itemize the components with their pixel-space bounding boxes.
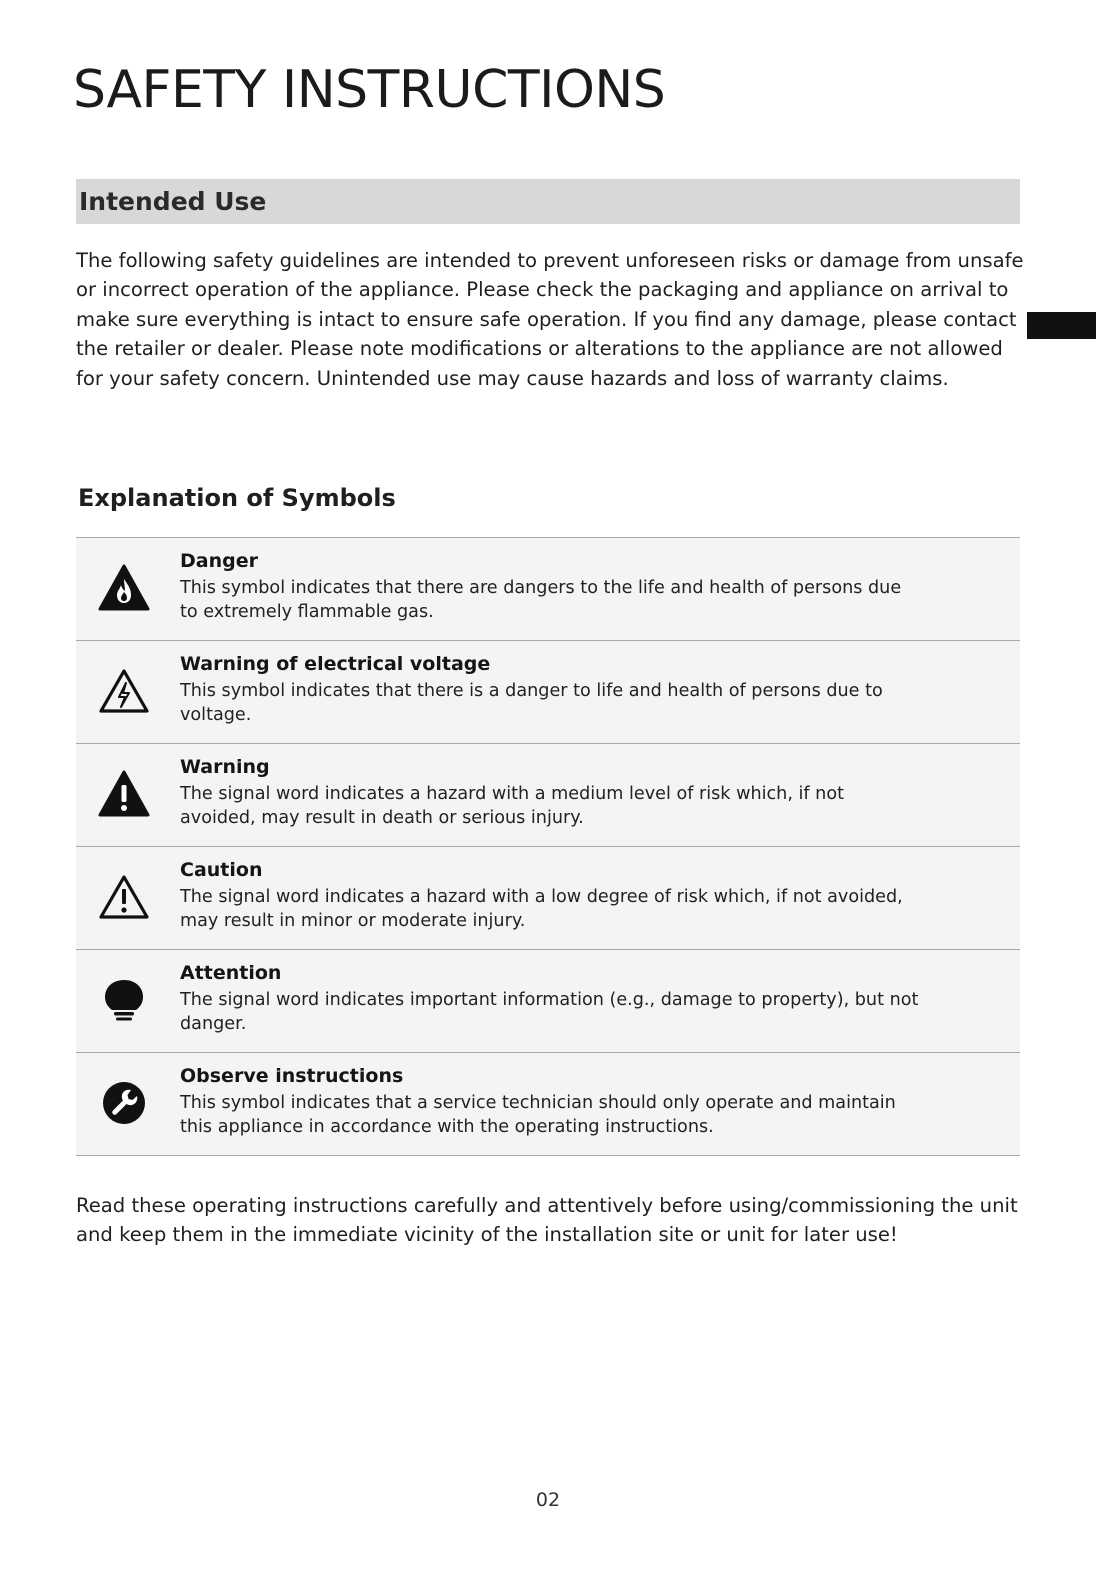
page-number: 02 [535, 1489, 561, 1511]
symbol-description: The signal word indicates a hazard with a medium level of risk which, if not avoided, may result in death or serious injury. [180, 784, 844, 828]
lightbulb-icon [98, 974, 150, 1026]
symbol-row-electrical-voltage [76, 641, 1020, 744]
symbol-row-warning [76, 744, 1020, 847]
intended-use-text: The following safety guidelines are intended to prevent unforeseen risks or damage from unsafe or incorrect operation of the appliance. Please check the packaging and appliance on arrival to make sure everything is intact to ensure safe operation. If you find any damage, please contact the retailer or dealer. Please note modifications or alterations to the appliance are not allowed for your safety concern. Unintended use may cause hazards and loss of warranty claims. [76, 249, 1024, 390]
symbol-description: The signal word indicates important information (e.g., damage to property), but not danger. [180, 990, 919, 1034]
electrical-voltage-warning-icon [98, 665, 150, 717]
wrench-icon [98, 1077, 150, 1129]
symbol-row-caution [76, 847, 1020, 950]
exclamation-caution-outline-icon [98, 871, 150, 923]
symbols-table [76, 537, 1020, 1156]
symbol-title: Danger [180, 550, 258, 572]
closing-text: Read these operating instructions carefully and attentively before using/commissioning the unit and keep them in the immediate vicinity of the installation site or unit for later use! [76, 1194, 1018, 1247]
intended-use-header [76, 179, 1020, 224]
intended-use-heading: Intended Use [79, 187, 267, 216]
symbol-title: Warning [180, 756, 270, 778]
page-title: SAFETY INSTRUCTIONS [73, 60, 666, 120]
symbol-row-attention [76, 950, 1020, 1053]
symbol-title: Warning of electrical voltage [180, 653, 491, 675]
symbol-description: This symbol indicates that there is a danger to life and health of persons due to voltage. [180, 681, 883, 725]
symbol-title: Observe instructions [180, 1065, 404, 1087]
section-edge-tab [1027, 312, 1096, 339]
symbol-row-danger [76, 538, 1020, 641]
symbol-title: Attention [180, 962, 282, 984]
symbol-description: This symbol indicates that a service technician should only operate and maintain this appliance in accordance with the operating instructions. [180, 1093, 896, 1137]
exclamation-warning-solid-icon [98, 768, 150, 820]
flammable-warning-icon [98, 562, 150, 614]
symbols-heading: Explanation of Symbols [78, 484, 396, 512]
symbol-row-observe-instructions [76, 1053, 1020, 1156]
symbol-description: This symbol indicates that there are dangers to the life and health of persons due to extremely flammable gas. [180, 578, 902, 622]
symbol-description: The signal word indicates a hazard with a low degree of risk which, if not avoided, may result in minor or moderate injury. [180, 887, 903, 931]
symbol-title: Caution [180, 859, 263, 881]
